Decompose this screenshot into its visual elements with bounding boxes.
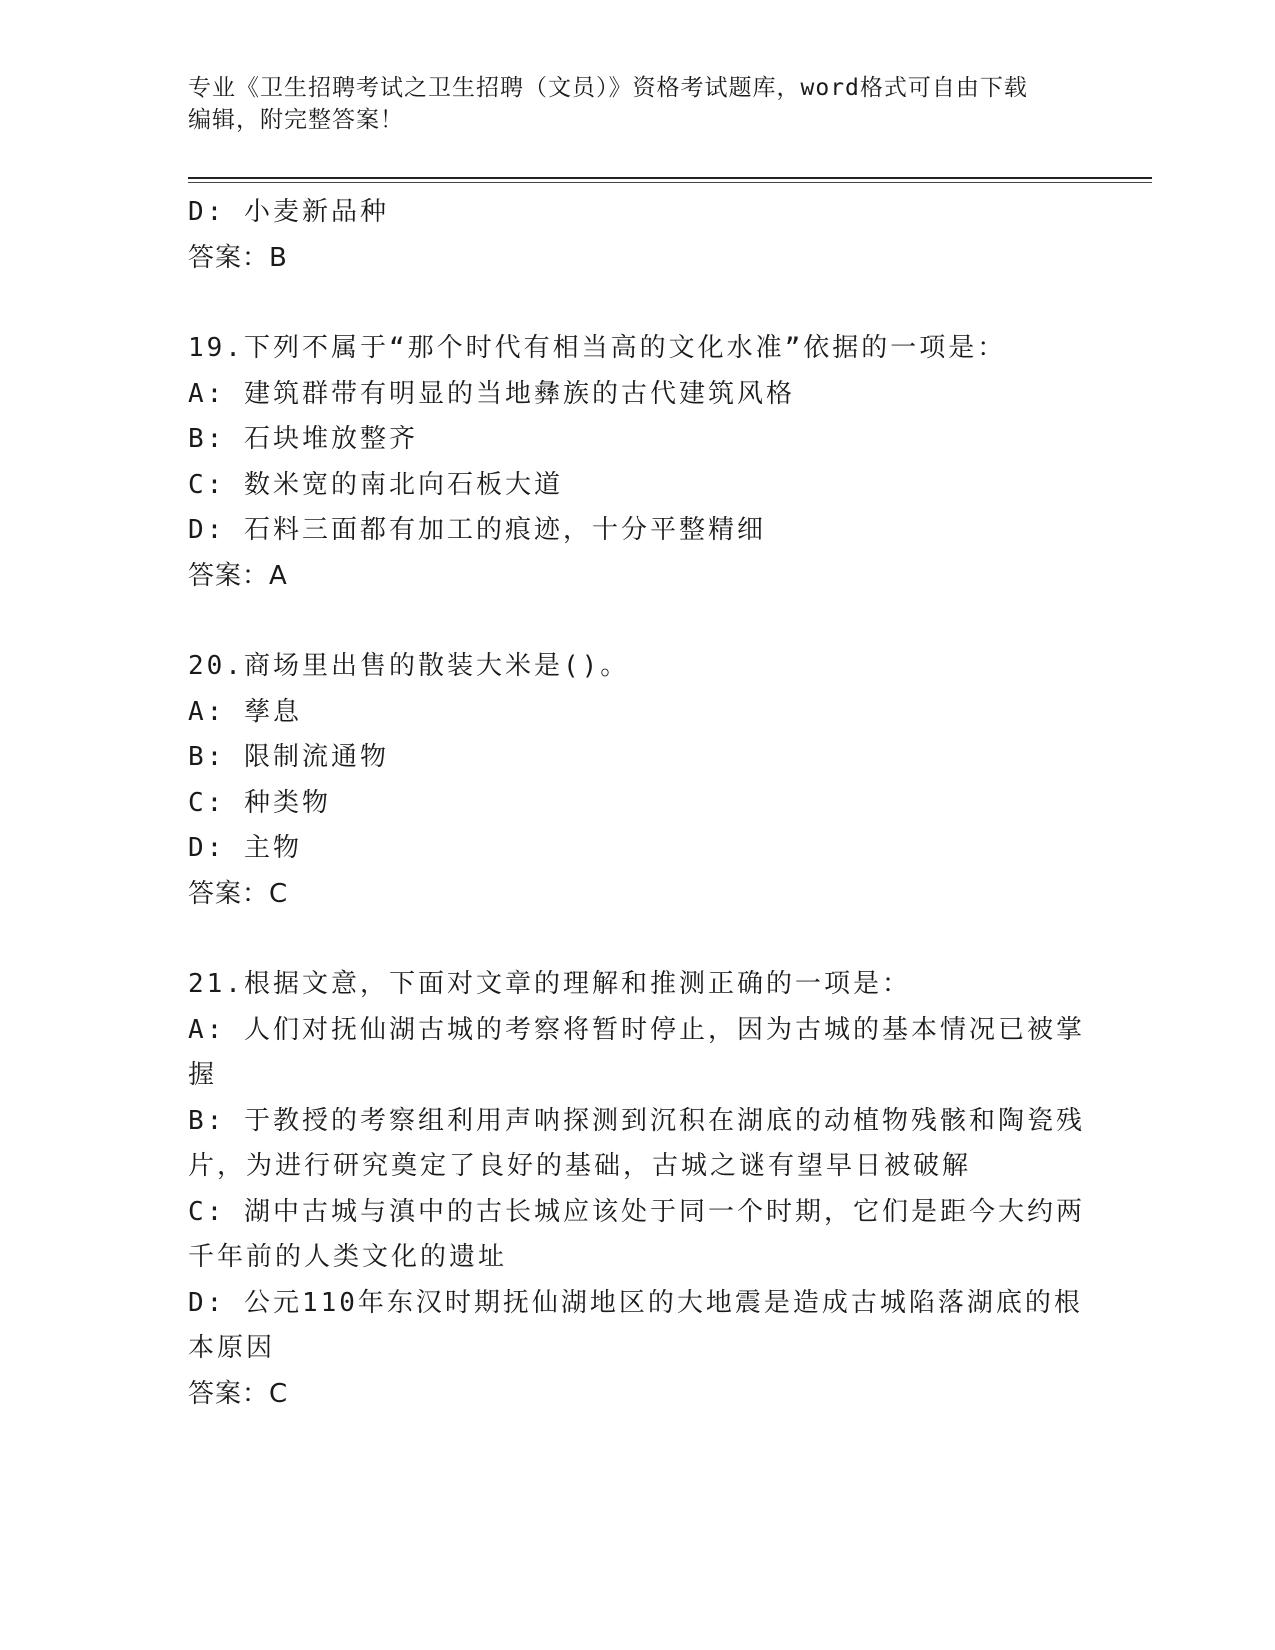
question-stem: 19.下列不属于“那个时代有相当高的文化水准”依据的一项是：	[188, 333, 1007, 363]
header-line-2: 编辑，附完整答案！	[188, 107, 404, 133]
answer: 答案：C	[188, 878, 289, 909]
question-21	[188, 962, 1088, 1417]
answer: 答案：A	[188, 560, 288, 591]
option-d: D: 主物	[188, 833, 302, 863]
prev-option-d: D: 小麦新品种	[188, 197, 389, 227]
option-a: A: 孳息	[188, 696, 302, 727]
question-20	[188, 644, 1088, 917]
option-c: C: 湖中古城与滇中的古长城应该处于同一个时期，它们是距今大约两千年前的人类文化的遗址	[188, 1196, 1085, 1272]
question-stem: 21.根据文意，下面对文章的理解和推测正确的一项是：	[188, 969, 911, 999]
header-divider-thick	[188, 177, 1152, 179]
question-stem: 20.商场里出售的散装大米是()。	[188, 651, 630, 681]
question-19	[188, 326, 1088, 599]
spacer	[188, 917, 1088, 962]
option-d: D: 公元110年东汉时期抚仙湖地区的大地震是造成古城陷落湖底的根本原因	[188, 1287, 1083, 1363]
option-d: D: 石料三面都有加工的痕迹，十分平整精细	[188, 515, 766, 545]
header-line-1: 专业《卫生招聘考试之卫生招聘（文员）》资格考试题库，word格式可自由下载	[188, 75, 1028, 101]
option-c: C: 种类物	[188, 787, 331, 818]
document-header	[188, 72, 1088, 136]
option-b: B: 石块堆放整齐	[188, 424, 418, 454]
question-content	[188, 190, 1088, 1417]
spacer	[188, 281, 1088, 326]
option-a: A: 人们对抚仙湖古城的考察将暂时停止，因为古城的基本情况已被掌握	[188, 1014, 1085, 1090]
answer: 答案：C	[188, 1378, 289, 1409]
option-b: B: 限制流通物	[188, 742, 389, 772]
option-b: B: 于教授的考察组利用声呐探测到沉积在湖底的动植物残骸和陶瓷残片，为进行研究奠定了良好的基础，古城之谜有望早日被破解	[188, 1105, 1085, 1181]
header-divider-thin	[188, 182, 1152, 183]
option-c: C: 数米宽的南北向石板大道	[188, 469, 563, 500]
option-a: A: 建筑群带有明显的当地彝族的古代建筑风格	[188, 378, 795, 409]
prev-answer: 答案：B	[188, 242, 288, 273]
spacer	[188, 599, 1088, 644]
